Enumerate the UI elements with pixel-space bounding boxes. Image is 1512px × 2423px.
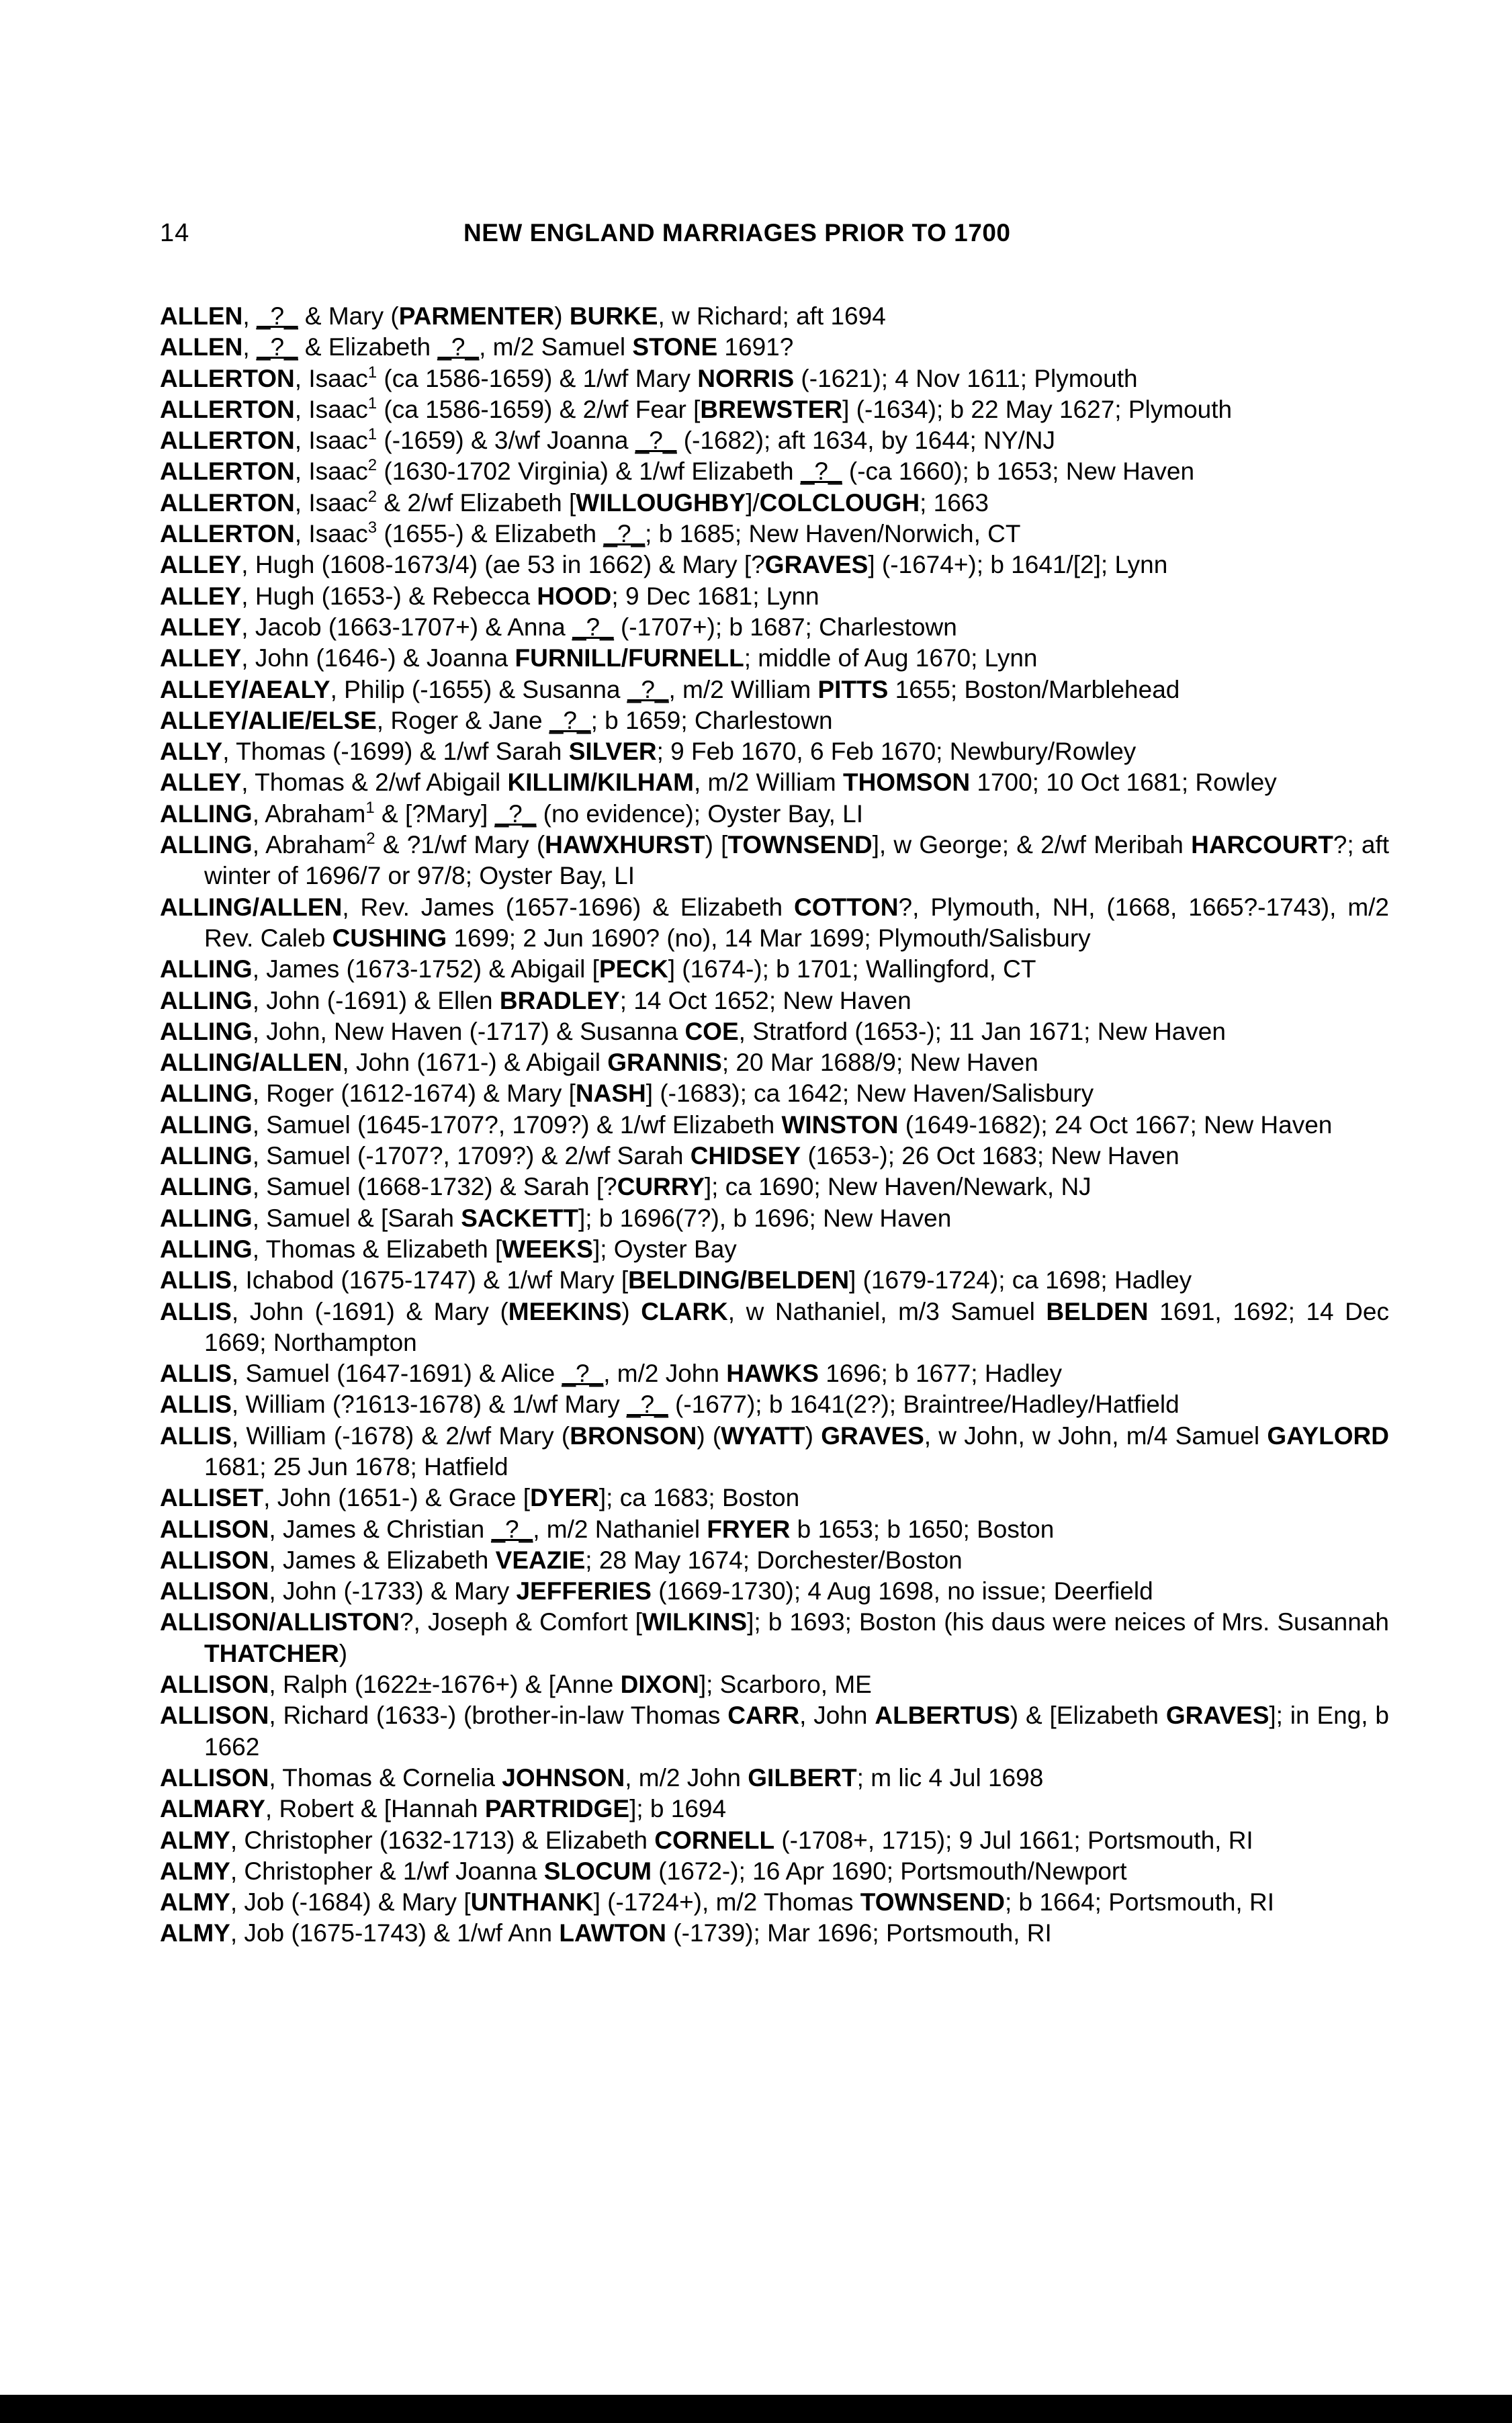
marriage-entry: ALLERTON, Isaac$^1$ (ca 1586-1659) & 1/wf Mary NORRIS (-1621); 4 Nov 1611; Plymouth — [160, 363, 1138, 392]
marriage-entry: ALLERTON, Isaac$^1$ (-1659) & 3/wf Joanna _?_ (-1682); aft 1634, by 1644; NY/NJ — [160, 425, 1055, 455]
marriage-entry: ALMY, Job (-1684) & Mary [UNTHANK] (-1724+), m/2 Thomas TOWNSEND; b 1664; Portsmouth, RI — [160, 1888, 1274, 1917]
marriage-entry: ALLISON/ALLISTON?, Joseph & Comfort [WILKINS]; b 1693; Boston (his daus were neices of Mrs. Susannah THATCHER) — [160, 1608, 1389, 1667]
marriage-entry: ALLEN, _?_ & Elizabeth _?_, m/2 Samuel STONE 1691? — [160, 333, 794, 361]
marriage-entry: ALLIS, John (-1691) & Mary (MEEKINS) CLARK, w Nathaniel, m/3 Samuel BELDEN 1691, 1692; 14 Dec 1669; Northampton — [160, 1297, 1389, 1356]
marriage-entry: ALLING, Samuel (1668-1732) & Sarah [?CURRY]; ca 1690; New Haven/Newark, NJ — [160, 1173, 1092, 1201]
page-number: 14 — [160, 219, 190, 247]
marriage-entry: ALLERTON, Isaac$^1$ (ca 1586-1659) & 2/wf Fear [BREWSTER] (-1634); b 22 May 1627; Plymouth — [160, 394, 1233, 423]
marriage-entry: ALLERTON, Isaac$^3$ (1655-) & Elizabeth _?_; b 1685; New Haven/Norwich, CT — [160, 519, 1021, 548]
marriage-entry: ALLING, Roger (1612-1674) & Mary [NASH] (-1683); ca 1642; New Haven/Salisbury — [160, 1080, 1094, 1108]
marriage-entries-list — [160, 301, 1389, 1949]
marriage-entry: ALLERTON, Isaac$^2$ & 2/wf Elizabeth [WILLOUGHBY]/COLCLOUGH; 1663 — [160, 487, 989, 517]
marriage-entry: ALLISET, John (1651-) & Grace [DYER]; ca 1683; Boston — [160, 1484, 800, 1512]
marriage-entry: ALLEY/AEALY, Philip (-1655) & Susanna _?_, m/2 William PITTS 1655; Boston/Marblehead — [160, 675, 1180, 703]
marriage-entry: ALLY, Thomas (-1699) & 1/wf Sarah SILVER; 9 Feb 1670, 6 Feb 1670; Newbury/Rowley — [160, 738, 1137, 766]
marriage-entry: ALLISON, James & Christian _?_, m/2 Nathaniel FRYER b 1653; b 1650; Boston — [160, 1515, 1055, 1543]
marriage-entry: ALLING, James (1673-1752) & Abigail [PECK] (1674-); b 1701; Wallingford, CT — [160, 955, 1036, 983]
marriage-entry: ALLING, Samuel & [Sarah SACKETT]; b 1696(7?), b 1696; New Haven — [160, 1204, 952, 1232]
marriage-entry: ALLEY, John (1646-) & Joanna FURNILL/FURNELL; middle of Aug 1670; Lynn — [160, 644, 1038, 672]
marriage-entry: ALLING, John, New Haven (-1717) & Susanna COE, Stratford (1653-); 11 Jan 1671; New Haven — [160, 1017, 1226, 1045]
marriage-entry: ALLEY, Hugh (1653-) & Rebecca HOOD; 9 Dec 1681; Lynn — [160, 582, 819, 610]
marriage-entry: ALLEY, Jacob (1663-1707+) & Anna _?_ (-1707+); b 1687; Charlestown — [160, 613, 957, 641]
marriage-entry: ALLEY, Thomas & 2/wf Abigail KILLIM/KILHAM, m/2 William THOMSON 1700; 10 Oct 1681; Rowley — [160, 768, 1277, 797]
marriage-entry: ALLING, Abraham$^2$ & ?1/wf Mary (HAWXHURST) [TOWNSEND], w George; & 2/wf Meribah HARCOURT?; aft winter of 1696/7 or 97/8; Oyster Bay, LI — [160, 830, 1390, 890]
marriage-entry: ALLISON, Richard (1633-) (brother-in-law Thomas CARR, John ALBERTUS) & [Elizabeth GRAVES]; in Eng, b 1662 — [160, 1702, 1389, 1761]
marriage-entry: ALLING, Thomas & Elizabeth [WEEKS]; Oyster Bay — [160, 1235, 737, 1263]
marriage-entry: ALLING, Samuel (1645-1707?, 1709?) & 1/wf Elizabeth WINSTON (1649-1682); 24 Oct 1667; New Haven — [160, 1110, 1333, 1139]
marriage-entry: ALLING, John (-1691) & Ellen BRADLEY; 14 Oct 1652; New Haven — [160, 986, 911, 1014]
marriage-entry: ALLERTON, Isaac$^2$ (1630-1702 Virginia) & 1/wf Elizabeth _?_ (-ca 1660); b 1653; New Haven — [160, 456, 1195, 486]
running-title: NEW ENGLAND MARRIAGES PRIOR TO 1700 — [463, 219, 1011, 247]
marriage-entry: ALMY, Christopher (1632-1713) & Elizabeth CORNELL (-1708+, 1715); 9 Jul 1661; Portsmouth, RI — [160, 1826, 1253, 1854]
marriage-entry: ALLING, Samuel (-1707?, 1709?) & 2/wf Sarah CHIDSEY (1653-); 26 Oct 1683; New Haven — [160, 1142, 1180, 1170]
marriage-entry: ALLEY/ALIE/ELSE, Roger & Jane _?_; b 1659; Charlestown — [160, 706, 833, 734]
marriage-entry: ALLIS, Ichabod (1675-1747) & 1/wf Mary [BELDING/BELDEN] (1679-1724); ca 1698; Hadley — [160, 1266, 1192, 1294]
marriage-entry: ALMARY, Robert & [Hannah PARTRIDGE]; b 1694 — [160, 1795, 727, 1823]
marriage-entry: ALLISON, James & Elizabeth VEAZIE; 28 May 1674; Dorchester/Boston — [160, 1546, 963, 1574]
marriage-entry: ALLIS, William (-1678) & 2/wf Mary (BRONSON) (WYATT) GRAVES, w John, w John, m/4 Samuel GAYLORD 1681; 25 Jun 1678; Hatfield — [160, 1421, 1389, 1481]
marriage-entry: ALLEY, Hugh (1608-1673/4) (ae 53 in 1662) & Mary [?GRAVES] (-1674+); b 1641/[2]; Lynn — [160, 551, 1168, 579]
marriage-entry: ALMY, Job (1675-1743) & 1/wf Ann LAWTON (-1739); Mar 1696; Portsmouth, RI — [160, 1919, 1052, 1947]
scan-bottom-border — [0, 2395, 1512, 2423]
marriage-entry: ALLIS, Samuel (1647-1691) & Alice _?_, m/2 John HAWKS 1696; b 1677; Hadley — [160, 1360, 1063, 1388]
marriage-entry: ALLING/ALLEN, Rev. James (1657-1696) & Elizabeth COTTON?, Plymouth, NH, (1668, 1665?-1743), m/2 Rev. Caleb CUSHING 1699; 2 Jun 1690? (no), 14 Mar 1699; Plymouth/Salisbury — [160, 893, 1389, 952]
marriage-entry: ALLING, Abraham$^1$ & [?Mary] _?_ (no evidence); Oyster Bay, LI — [160, 798, 864, 828]
marriage-entry: ALLISON, Thomas & Cornelia JOHNSON, m/2 John GILBERT; m lic 4 Jul 1698 — [160, 1763, 1044, 1792]
marriage-entry: ALLING/ALLEN, John (1671-) & Abigail GRANNIS; 20 Mar 1688/9; New Haven — [160, 1049, 1038, 1077]
marriage-entry: ALMY, Christopher & 1/wf Joanna SLOCUM (1672-); 16 Apr 1690; Portsmouth/Newport — [160, 1857, 1127, 1885]
marriage-entry: ALLISON, Ralph (1622±-1676+) & [Anne DIXON]; Scarboro, ME — [160, 1671, 872, 1699]
marriage-entry: ALLEN, _?_ & Mary (PARMENTER) BURKE, w Richard; aft 1694 — [160, 302, 886, 330]
page-header — [160, 219, 1335, 253]
marriage-entry: ALLIS, William (?1613-1678) & 1/wf Mary _?_ (-1677); b 1641(2?); Braintree/Hadley/Hatfield — [160, 1391, 1180, 1419]
marriage-entry: ALLISON, John (-1733) & Mary JEFFERIES (1669-1730); 4 Aug 1698, no issue; Deerfield — [160, 1577, 1153, 1605]
